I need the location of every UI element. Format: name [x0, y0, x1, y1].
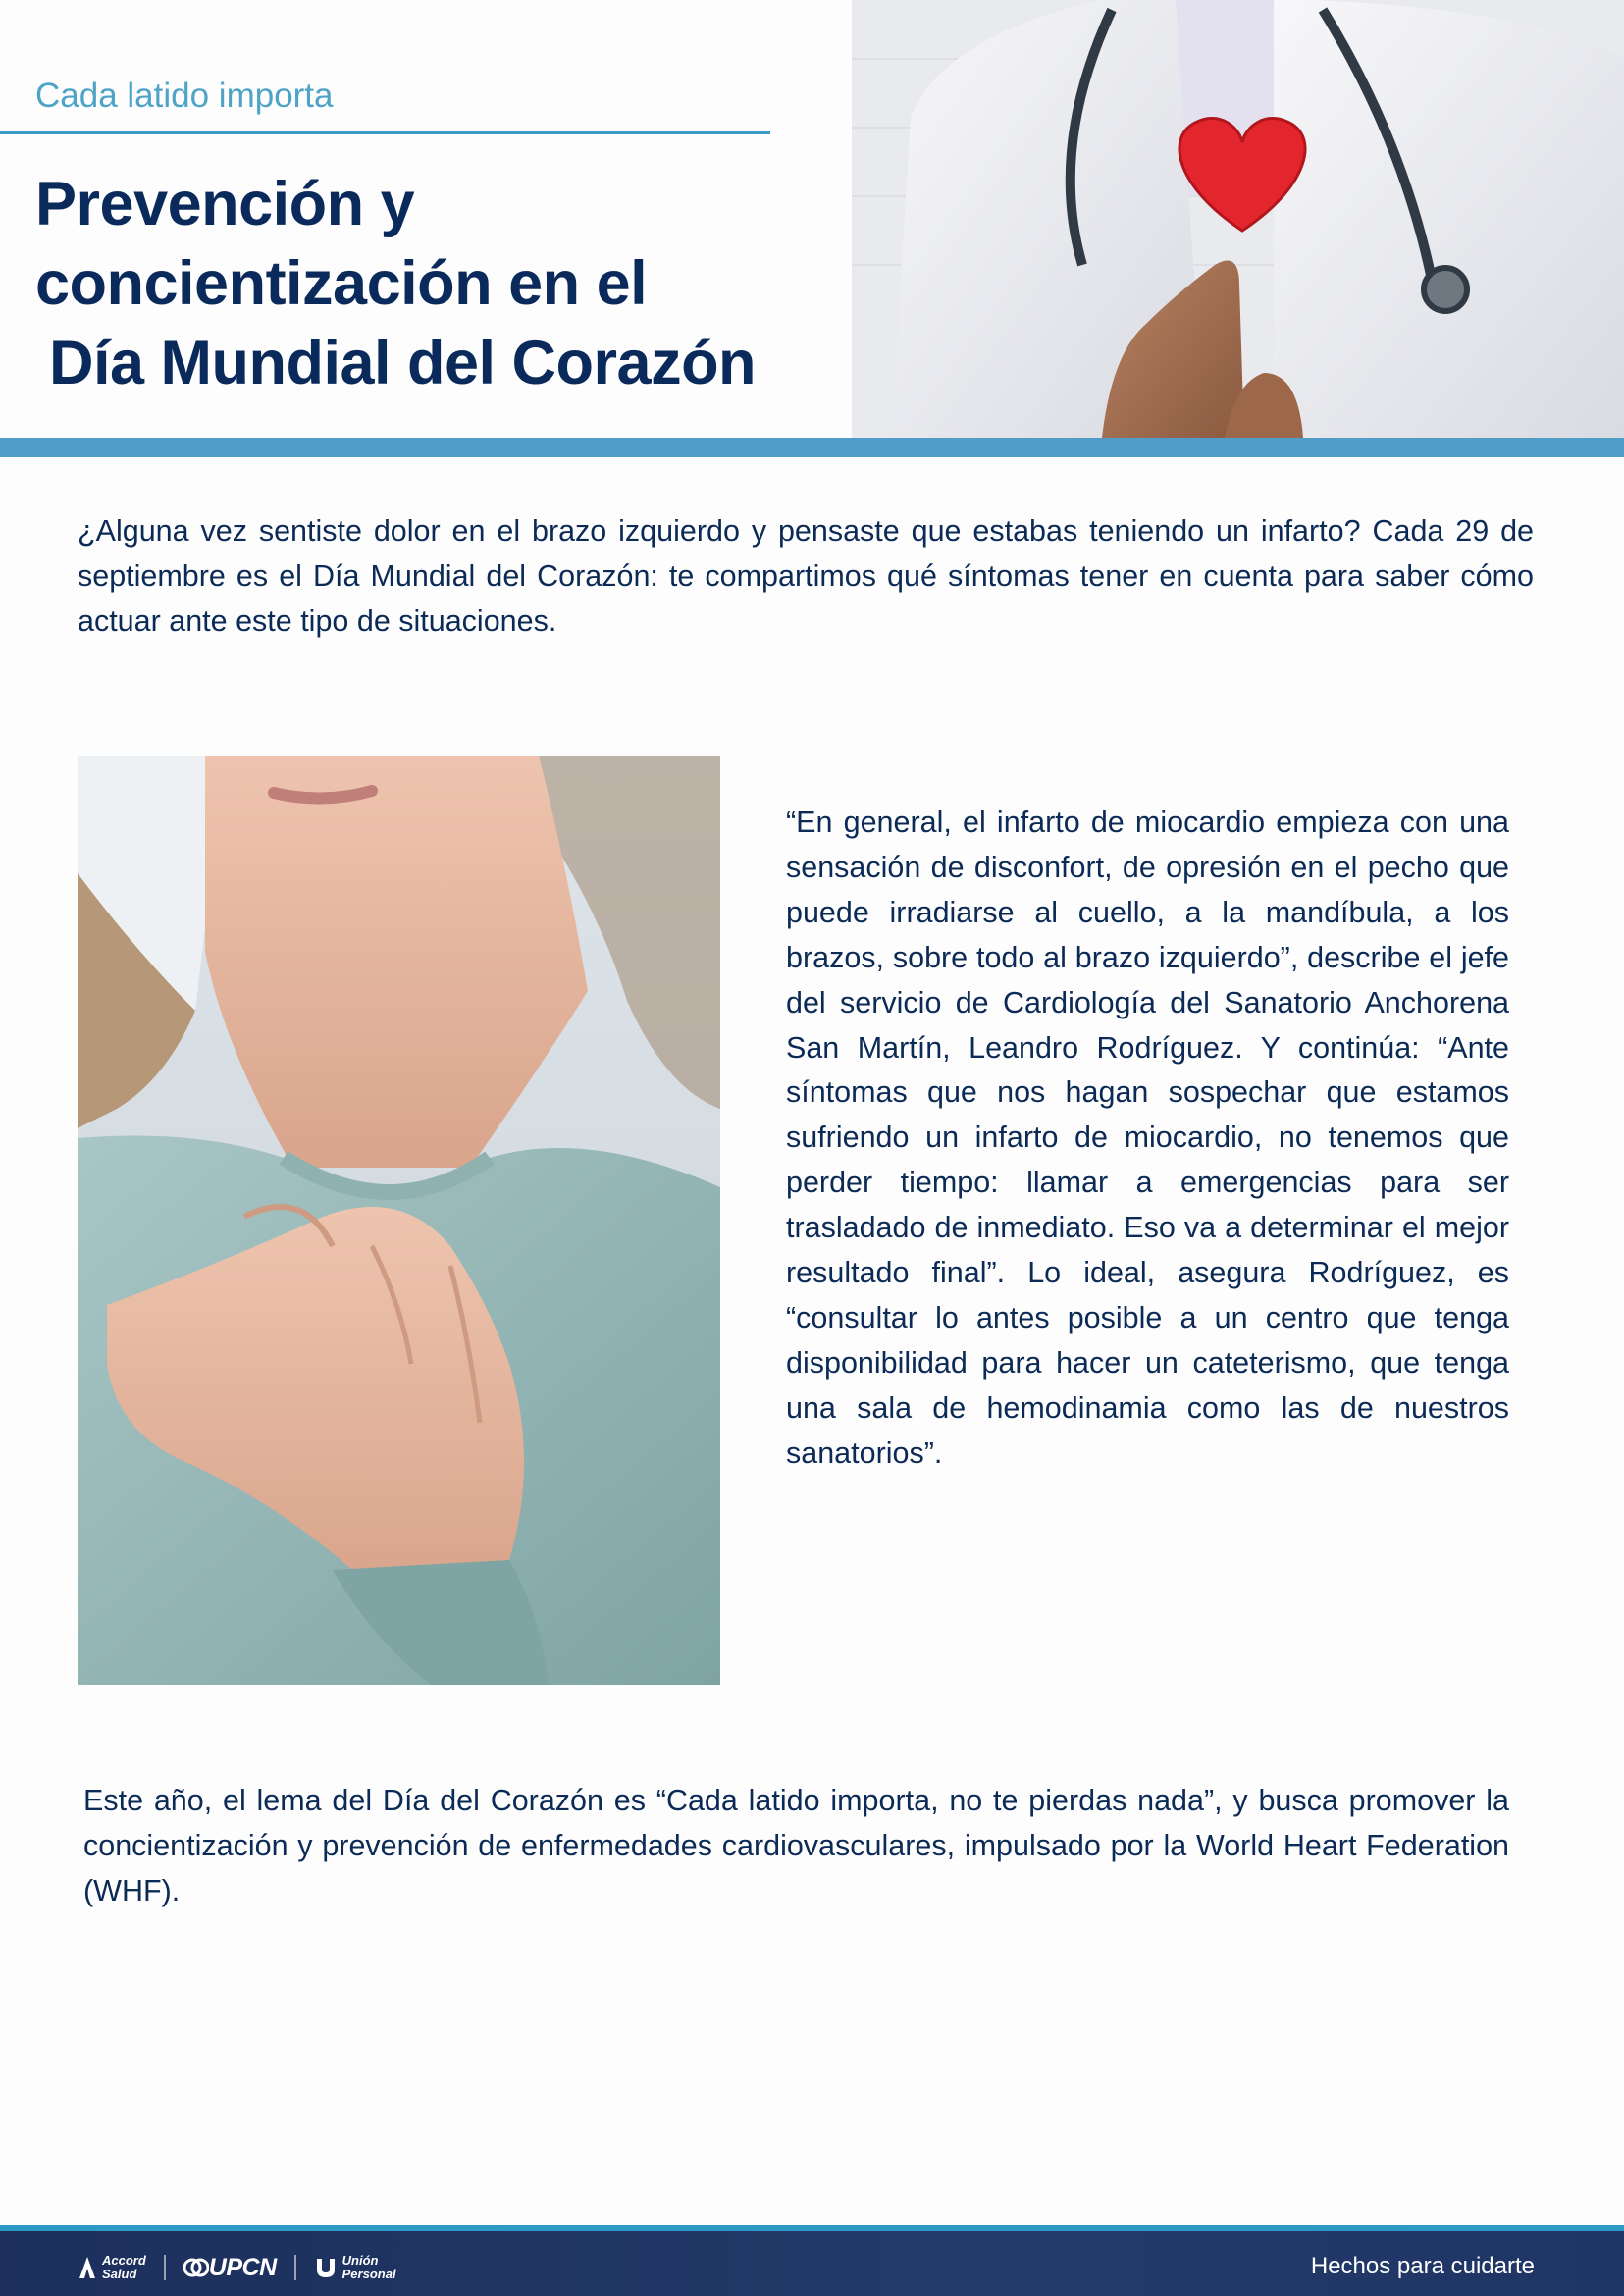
footer — [0, 2225, 1624, 2296]
page-title — [35, 165, 791, 403]
header — [0, 0, 1624, 438]
woman-chest-illustration — [78, 756, 720, 1685]
upcn-logo — [183, 2254, 277, 2282]
accord-logo-line-2: Salud — [102, 2267, 137, 2281]
photo-woman-hands-on-chest — [78, 756, 720, 1685]
union-logo-line-2: Personal — [341, 2267, 396, 2281]
footer-tagline: Hechos para cuidarte — [1310, 2253, 1535, 2279]
upcn-icon — [183, 2257, 209, 2278]
partner-logos — [78, 2251, 396, 2284]
closing-paragraph: Este año, el lema del Día del Corazón es “Cada latido importa, no te pierdas nada”, y busca promover la concientización y prevención de enfermedades cardiovasculares, impulsado por la World Heart Federation (WHF). — [83, 1784, 1509, 1907]
kicker: Cada latido importa — [35, 77, 334, 115]
footer-bar — [0, 2231, 1624, 2296]
accord-salud-logo — [78, 2254, 146, 2281]
union-logo-line-1: Unión — [341, 2253, 379, 2268]
accord-logo-line-1: Accord — [102, 2253, 146, 2268]
hero-photo-doctor-heart — [852, 0, 1624, 438]
doctor-heart-illustration — [852, 0, 1624, 438]
union-personal-icon — [314, 2255, 338, 2280]
logo-separator — [164, 2255, 166, 2280]
title-line-1: Prevención y — [35, 170, 415, 238]
title-line-3: Día Mundial del Corazón — [49, 329, 757, 397]
intro-paragraph: ¿Alguna vez sentiste dolor en el brazo izquierdo y pensaste que estabas teniendo un infarto? Cada 29 de septiembre es el Día Mundial del Corazón: te compartimos qué síntomas tener en cuenta para saber cómo actuar ante este tipo de situaciones. — [78, 514, 1534, 638]
accord-icon — [78, 2255, 97, 2280]
logo-separator — [294, 2255, 296, 2280]
union-personal-logo — [314, 2254, 396, 2281]
upcn-logo-text: UPCN — [208, 2253, 277, 2281]
kicker-divider — [0, 131, 770, 134]
header-accent-band — [0, 438, 1624, 457]
title-line-2: concientización en el — [35, 249, 648, 318]
quote-paragraph: “En general, el infarto de miocardio empieza con una sensación de disconfort, de opresión en el pecho que puede irradiarse al cuello, a la mandíbula, a los brazos, sobre todo al brazo izquierdo”, describe el jefe del servicio de Cardiología del Sanatorio Anchorena San Martín, Leandro Rodríguez. Y continúa: “Ante síntomas que nos hagan sospechar que estamos sufriendo un infarto de miocardio, no tenemos que perder tiempo: llamar a emergencias para ser trasladado de inmediato. Eso va a determinar el mejor resultado final”. Lo ideal, asegura Rodríguez, es “consultar lo antes posible a un centro que tenga disponibilidad para hacer un cateterismo, que tenga una sala de hemodinamia como las de nuestros sanatorios”. — [786, 806, 1509, 1470]
